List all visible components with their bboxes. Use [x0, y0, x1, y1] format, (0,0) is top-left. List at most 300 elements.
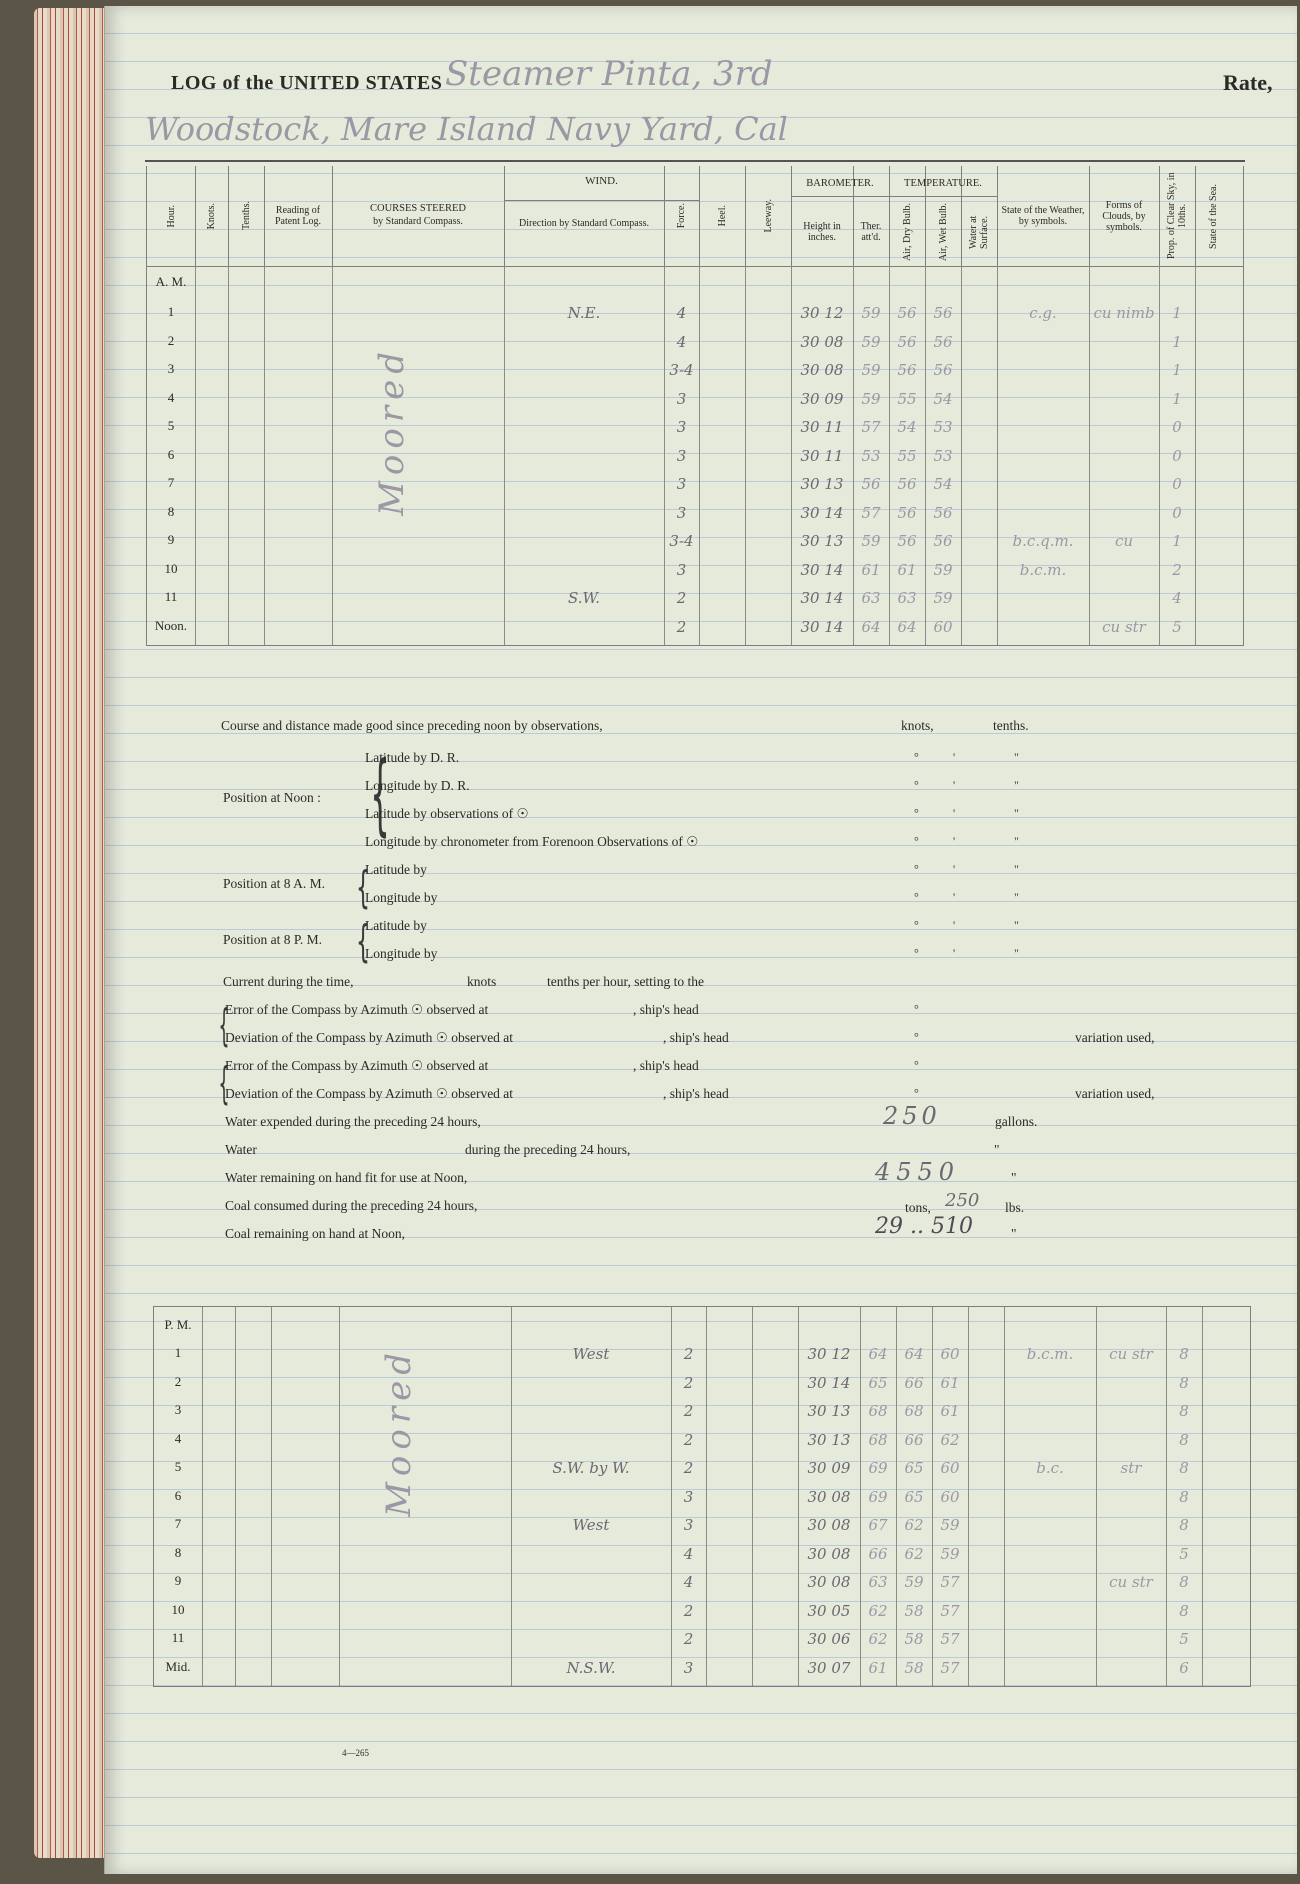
cell-dry: 56: [897, 503, 917, 522]
cell-force: 3: [683, 1516, 694, 1534]
baro-temp-rule: [791, 196, 997, 197]
header-dry: [889, 198, 925, 266]
cell-force: 2: [683, 1430, 694, 1449]
rate-label: Rate,: [1223, 70, 1273, 95]
cell-weather: c.g.: [1029, 304, 1057, 322]
header-ther: [853, 198, 889, 266]
tenths-label: tenths.: [993, 718, 1029, 733]
cell-dry: 68: [904, 1402, 924, 1420]
brace-8pm: {: [356, 916, 370, 967]
cell-hour: 7: [174, 1516, 182, 1531]
deg-mark: °: [914, 750, 919, 764]
min-mark: ': [953, 778, 956, 792]
cell-clear: 8: [1179, 1459, 1189, 1477]
cell-height: 30 08: [807, 1544, 851, 1563]
cell-ther: 59: [861, 389, 881, 408]
cell-weather: b.c.: [1036, 1459, 1064, 1477]
cell-wind: N.S.W.: [566, 1658, 616, 1677]
cell-clear: 2: [1172, 560, 1182, 579]
log-row: [147, 530, 1243, 558]
form-number: 4—265: [342, 1748, 369, 1758]
deg-mark: °: [914, 1058, 919, 1072]
cell-hour: 2: [167, 332, 175, 348]
cell-height: 30 11: [800, 446, 844, 465]
cell-clear: 8: [1179, 1516, 1189, 1534]
temperature-header: TEMPERATURE.: [904, 178, 982, 189]
lon-8am-line: Longitude by: [365, 890, 438, 905]
cell-force: 2: [683, 1373, 694, 1392]
deg-mark: °: [914, 834, 919, 848]
header-text: Knots.: [206, 202, 217, 230]
header-leeway: [745, 166, 791, 266]
log-row: [154, 1429, 1250, 1457]
cell-height: 30 06: [807, 1630, 851, 1648]
cell-ther: 69: [868, 1487, 888, 1506]
header-courses: [332, 166, 504, 266]
cell-wet: 61: [940, 1402, 960, 1420]
sec-mark: ": [1014, 834, 1019, 848]
cell-hour: 1: [174, 1345, 182, 1360]
cell-clear: 5: [1172, 617, 1182, 636]
header-text: Force.: [676, 203, 687, 229]
course-distance-line: Course and distance made good since preceding noon by observations,: [221, 718, 603, 733]
header-text: State of the Sea.: [1207, 183, 1219, 249]
cell-ther: 56: [861, 475, 881, 493]
cell-clear: 0: [1172, 503, 1182, 522]
cell-clear: 8: [1179, 1573, 1189, 1591]
cell-dry: 59: [904, 1573, 924, 1591]
header-water: [961, 198, 997, 266]
header-text: COURSES STEERED: [370, 202, 466, 214]
cell-height: 30 14: [800, 589, 844, 607]
cell-force: 3-4: [669, 361, 694, 379]
cell-dry: 55: [897, 389, 917, 408]
cell-ther: 62: [868, 1601, 888, 1620]
cell-ther: 63: [861, 589, 881, 607]
cell-dry: 64: [897, 617, 917, 636]
brace-8am: {: [356, 862, 370, 913]
ships-head-1: , ship's head: [633, 1002, 699, 1017]
position-8pm-label: Position at 8 P. M.: [223, 932, 323, 947]
cell-wet: 56: [933, 503, 953, 522]
log-row: [147, 502, 1243, 530]
header-text: Leeway.: [762, 199, 774, 233]
cell-dry: 65: [904, 1487, 924, 1506]
cell-hour: 6: [167, 446, 175, 462]
log-page: [104, 6, 1297, 1874]
cell-height: 30 08: [807, 1516, 851, 1534]
cell-wind: S.W.: [567, 589, 601, 607]
log-row: [147, 445, 1243, 473]
lbs-label: lbs.: [1005, 1200, 1025, 1215]
water-remaining-value: 4550: [875, 1158, 961, 1186]
cell-wet: 54: [933, 475, 953, 493]
cell-wet: 57: [940, 1658, 960, 1677]
header-text: Reading of Patent Log.: [274, 205, 322, 227]
deviation-compass-2: Deviation of the Compass by Azimuth ☉ observed at: [225, 1086, 514, 1101]
title-prefix: LOG of the: [171, 72, 274, 94]
cell-hour: 7: [167, 475, 175, 490]
cell-force: 3: [676, 475, 687, 493]
log-row: [147, 416, 1243, 444]
barometer-header: BAROMETER.: [806, 178, 874, 189]
deg-mark: °: [914, 862, 919, 876]
cell-dry: 61: [897, 560, 917, 579]
cell-clear: 0: [1172, 418, 1182, 436]
cell-dry: 62: [904, 1544, 924, 1563]
log-row: [154, 1657, 1250, 1685]
deviation-compass-1: Deviation of the Compass by Azimuth ☉ observed at: [225, 1030, 514, 1045]
header-height: [791, 198, 853, 266]
cell-clouds: cu: [1114, 532, 1134, 550]
cell-force: 2: [683, 1402, 694, 1420]
log-row: [154, 1514, 1250, 1542]
log-row: [147, 388, 1243, 416]
water-remaining-line: Water remaining on hand fit for use at Noon,: [225, 1170, 468, 1185]
ship-name: Steamer Pinta, 3rd: [445, 54, 773, 94]
cell-dry: 56: [897, 361, 917, 379]
brace-compass-1: {: [218, 1000, 230, 1051]
period-label: A. M.: [155, 274, 187, 289]
log-row: [147, 331, 1243, 359]
coal-remaining-value: 29 .. 510: [875, 1214, 973, 1239]
log-row: [154, 1372, 1250, 1400]
sec-mark: ": [1014, 778, 1019, 792]
cell-hour: 8: [174, 1544, 182, 1560]
cell-force: 2: [676, 589, 687, 607]
cell-ther: 59: [861, 304, 881, 322]
header-text: Hour.: [165, 204, 177, 228]
ditto-3: ": [1011, 1226, 1017, 1241]
cell-clear: 8: [1179, 1402, 1189, 1420]
cell-dry: 56: [897, 332, 917, 351]
cell-force: 2: [683, 1630, 694, 1648]
cell-force: 4: [683, 1573, 694, 1591]
am-column-header: [146, 166, 1244, 267]
lat-8am-line: Latitude by: [365, 862, 427, 877]
cell-dry: 56: [897, 475, 917, 493]
deg-mark: °: [914, 1086, 919, 1100]
gallons-label: gallons.: [995, 1114, 1038, 1129]
lon-dr-line: Longitude by D. R.: [365, 778, 470, 793]
cell-dry: 56: [897, 532, 917, 550]
cell-force: 4: [683, 1544, 694, 1563]
error-compass-1: Error of the Compass by Azimuth ☉ observed at: [225, 1002, 489, 1017]
variation-1: variation used,: [1075, 1030, 1155, 1045]
cell-ther: 61: [868, 1658, 888, 1677]
log-row: [147, 359, 1243, 387]
error-compass-2: Error of the Compass by Azimuth ☉ observed at: [225, 1058, 489, 1073]
cell-height: 30 14: [807, 1373, 851, 1392]
cell-height: 30 14: [800, 560, 844, 579]
cell-clear: 1: [1172, 389, 1182, 408]
header-text: Forms of Clouds, by symbols.: [1102, 199, 1146, 233]
ships-head-4: , ship's head: [663, 1086, 729, 1101]
cell-ther: 68: [868, 1402, 888, 1420]
deg-mark: °: [914, 1002, 919, 1016]
cell-clear: 8: [1179, 1430, 1189, 1449]
log-row: [154, 1571, 1250, 1599]
cell-hour: 5: [174, 1459, 182, 1474]
cell-wet: 53: [933, 418, 953, 436]
min-mark: ': [953, 862, 956, 876]
cell-clouds: cu str: [1109, 1573, 1153, 1591]
cell-ther: 64: [868, 1345, 888, 1363]
cell-hour: 8: [167, 503, 175, 519]
lat-8pm-line: Latitude by: [365, 918, 427, 933]
cell-ther: 61: [861, 560, 881, 579]
cell-clear: 0: [1172, 475, 1182, 493]
deg-mark: °: [914, 1030, 919, 1044]
cell-force: 2: [676, 617, 687, 636]
deg-mark: °: [914, 918, 919, 932]
cell-force: 3: [676, 560, 687, 579]
cell-ther: 63: [868, 1573, 888, 1591]
cell-dry: 65: [904, 1459, 924, 1477]
courses-moored: Moored: [379, 1347, 419, 1517]
sec-mark: ": [1014, 750, 1019, 764]
cell-wet: 56: [933, 361, 953, 379]
cell-hour: 2: [174, 1373, 182, 1389]
cell-clear: 1: [1172, 532, 1182, 550]
header-text: Ther. att'd.: [860, 221, 882, 243]
period-label: P. M.: [164, 1317, 192, 1332]
cell-height: 30 08: [800, 361, 844, 379]
cell-dry: 58: [904, 1658, 924, 1677]
log-row: [147, 559, 1243, 587]
cell-ther: 65: [868, 1373, 888, 1392]
lat-dr-line: Latitude by D. R.: [365, 750, 460, 765]
min-mark: ': [953, 834, 956, 848]
cell-height: 30 13: [800, 475, 844, 493]
tons-label: tons,: [905, 1200, 931, 1215]
cell-hour: 9: [174, 1573, 182, 1588]
cell-hour: 11: [171, 1630, 185, 1645]
cell-height: 30 09: [807, 1459, 851, 1477]
cell-weather: b.c.m.: [1026, 1345, 1074, 1363]
wind-direction-header: Direction by Standard Compass.: [519, 218, 649, 229]
sec-mark: ": [1014, 806, 1019, 820]
cell-ther: 57: [861, 503, 881, 522]
header-text: Heel.: [716, 205, 728, 227]
header-force: [664, 166, 699, 266]
current-tenths: tenths per hour, setting to the: [547, 974, 704, 989]
cell-wet: 62: [940, 1430, 960, 1449]
lon-chron-line: Longitude by chronometer from Forenoon Observations of ☉: [365, 834, 699, 849]
pm-table: [153, 1306, 1251, 1687]
deg-mark: °: [914, 806, 919, 820]
log-row: [147, 587, 1243, 615]
cell-clear: 6: [1179, 1658, 1189, 1677]
cell-clear: 1: [1172, 304, 1182, 322]
cell-clouds: cu nimb: [1093, 304, 1155, 322]
cell-height: 30 11: [800, 418, 844, 436]
position-8am-label: Position at 8 A. M.: [223, 876, 326, 891]
cell-hour: 1: [167, 304, 175, 319]
cell-ther: 68: [868, 1430, 888, 1449]
cell-height: 30 05: [807, 1601, 851, 1620]
cell-hour: 4: [174, 1430, 182, 1446]
wind-header: WIND.: [585, 175, 618, 187]
cell-ther: 67: [868, 1516, 888, 1534]
coal-consumed-value: 250: [945, 1190, 980, 1211]
water-expended-value: 250: [883, 1102, 941, 1130]
cell-height: 30 08: [807, 1487, 851, 1506]
cell-ther: 59: [861, 332, 881, 351]
header-clear: [1159, 166, 1195, 266]
lon-8pm-line: Longitude by: [365, 946, 438, 961]
title-main: UNITED STATES: [279, 72, 443, 94]
cell-hour: 3: [167, 361, 175, 376]
cell-clouds: cu str: [1109, 1345, 1153, 1363]
header-text: Tenths.: [240, 201, 252, 231]
header-text: Air, Wet Bulb.: [937, 202, 949, 262]
header-tenths: [228, 166, 264, 266]
header-patent_log: [264, 166, 332, 266]
cell-clear: 1: [1172, 332, 1182, 351]
log-row: [154, 1543, 1250, 1571]
cell-wet: 60: [940, 1345, 960, 1363]
cell-wet: 59: [933, 589, 953, 607]
cell-dry: 55: [897, 446, 917, 465]
cell-dry: 56: [897, 304, 917, 322]
courses-moored: Moored: [372, 346, 412, 516]
cell-dry: 58: [904, 1630, 924, 1648]
cell-height: 30 13: [807, 1430, 851, 1449]
header-hour: [147, 166, 195, 266]
header-text: Water at Surface.: [968, 215, 990, 249]
cell-hour: 5: [167, 418, 175, 433]
cell-height: 30 08: [800, 332, 844, 351]
ditto-1: ": [994, 1142, 1000, 1157]
cell-force: 3: [676, 389, 687, 408]
water-label: Water: [225, 1142, 257, 1157]
cell-dry: 66: [904, 1430, 924, 1449]
min-mark: ': [953, 890, 956, 904]
current-knots: knots: [467, 974, 497, 989]
sec-mark: ": [1014, 918, 1019, 932]
cell-force: 3: [676, 418, 687, 436]
cell-wind: West: [572, 1345, 610, 1363]
sec-mark: ": [1014, 890, 1019, 904]
lat-obs-line: Latitude by observations of ☉: [365, 806, 529, 821]
cell-ther: 64: [861, 617, 881, 636]
courses-sub: by Standard Compass.: [373, 216, 463, 227]
sec-mark: ": [1014, 862, 1019, 876]
header-text: State of the Weather, by symbols.: [1001, 205, 1085, 227]
location-line: Woodstock, Mare Island Navy Yard, Cal: [145, 110, 788, 148]
cell-ther: 62: [868, 1630, 888, 1648]
cell-hour: 10: [164, 560, 178, 576]
cell-height: 30 12: [800, 304, 844, 322]
cell-height: 30 12: [807, 1345, 851, 1363]
cell-dry: 64: [904, 1345, 924, 1363]
log-title: [171, 72, 442, 95]
cell-height: 30 13: [807, 1402, 851, 1420]
brace-compass-2: {: [218, 1058, 230, 1109]
cell-force: 3: [683, 1658, 694, 1677]
cell-height: 30 14: [800, 617, 844, 636]
log-row: [154, 1486, 1250, 1514]
cell-ther: 69: [868, 1459, 888, 1477]
current-line: Current during the time,: [223, 974, 354, 989]
cell-hour: 3: [174, 1402, 182, 1417]
cell-clear: 1: [1172, 361, 1182, 379]
water-expended-line: Water expended during the preceding 24 hours,: [225, 1114, 481, 1129]
cell-hour: 10: [171, 1601, 185, 1617]
log-row: [147, 302, 1243, 330]
cell-dry: 58: [904, 1601, 924, 1620]
header-text: Prop. of Clear Sky, in 10ths.: [1166, 172, 1188, 260]
deg-mark: °: [914, 946, 919, 960]
cell-wet: 57: [940, 1601, 960, 1620]
cell-force: 2: [683, 1345, 694, 1363]
cell-wet: 57: [940, 1573, 960, 1591]
cell-hour: 4: [167, 389, 175, 405]
cell-dry: 54: [897, 418, 917, 436]
cell-force: 3: [676, 503, 687, 522]
cell-height: 30 09: [800, 389, 844, 408]
header-knots: [195, 166, 228, 266]
min-mark: ': [953, 806, 956, 820]
cell-hour: Mid.: [165, 1658, 191, 1674]
min-mark: ': [953, 946, 956, 960]
ditto-2: ": [1011, 1170, 1017, 1185]
sec-mark: ": [1014, 946, 1019, 960]
cell-clouds: str: [1120, 1459, 1142, 1477]
log-row: [147, 473, 1243, 501]
cell-clouds: cu str: [1102, 617, 1146, 636]
cell-force: 3: [676, 446, 687, 465]
cell-ther: 53: [861, 446, 881, 465]
cell-ther: 59: [861, 361, 881, 379]
cell-height: 30 07: [807, 1658, 851, 1677]
cell-dry: 62: [904, 1516, 924, 1534]
header-rule: [145, 160, 1245, 162]
cell-wet: 53: [933, 446, 953, 465]
variation-2: variation used,: [1075, 1086, 1155, 1101]
cell-wet: 60: [940, 1459, 960, 1477]
header-weather: [997, 166, 1089, 266]
cell-clear: 0: [1172, 446, 1182, 465]
cell-height: 30 13: [800, 532, 844, 550]
cell-wet: 57: [940, 1630, 960, 1648]
cell-hour: 11: [164, 589, 178, 604]
cell-ther: 57: [861, 418, 881, 436]
cell-clear: 8: [1179, 1601, 1189, 1620]
cell-force: 3-4: [669, 532, 694, 550]
min-mark: ': [953, 750, 956, 764]
ships-head-3: , ship's head: [633, 1058, 699, 1073]
header-sea: [1195, 166, 1231, 266]
cell-wet: 61: [940, 1373, 960, 1392]
cell-wet: 56: [933, 532, 953, 550]
cell-clear: 8: [1179, 1373, 1189, 1392]
cell-wet: 60: [940, 1487, 960, 1506]
coal-remaining-line: Coal remaining on hand at Noon,: [225, 1226, 405, 1241]
cell-hour: Noon.: [154, 617, 188, 633]
ships-head-2: , ship's head: [663, 1030, 729, 1045]
cell-wet: 54: [933, 389, 953, 408]
cell-wind: S.W. by W.: [552, 1459, 630, 1477]
cell-ther: 59: [861, 532, 881, 550]
brace-noon: {: [370, 742, 390, 845]
cell-wet: 56: [933, 332, 953, 351]
header-heel: [699, 166, 745, 266]
cell-wet: 56: [933, 304, 953, 322]
water-during: during the preceding 24 hours,: [465, 1142, 631, 1157]
cell-dry: 66: [904, 1373, 924, 1392]
